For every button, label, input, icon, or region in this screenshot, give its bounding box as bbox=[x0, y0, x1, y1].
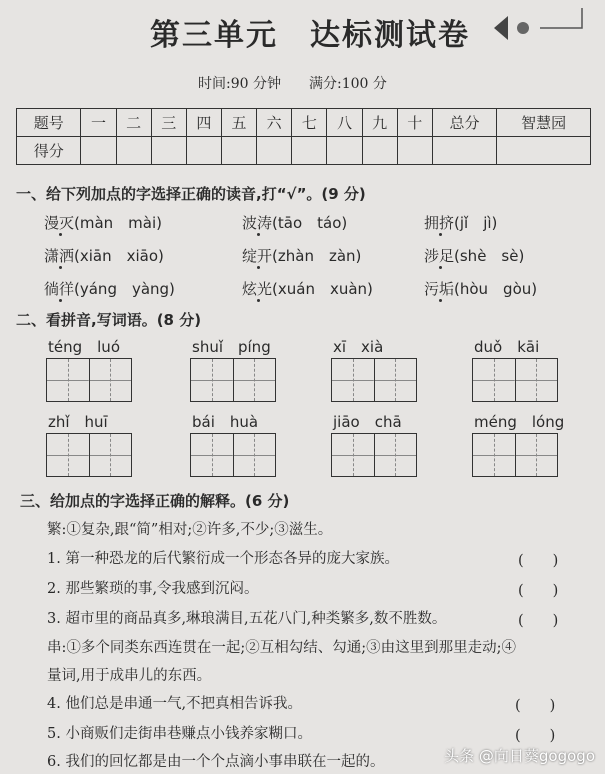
score-cell[interactable] bbox=[292, 137, 327, 165]
pinyin-label: zhǐ huī bbox=[48, 413, 108, 431]
table-header-cell: 总分 bbox=[432, 109, 496, 137]
char-cell[interactable] bbox=[234, 359, 276, 401]
table-header-cell: 智慧园 bbox=[497, 109, 591, 137]
table-header-cell: 一 bbox=[81, 109, 116, 137]
question-2: 2. 那些繁琐的事,令我感到沉闷。 bbox=[47, 581, 259, 597]
options[interactable]: (shè sè) bbox=[454, 247, 525, 265]
pronunciation-item bbox=[44, 245, 164, 266]
watermark: 头条 @向日葵gogogo bbox=[444, 747, 595, 765]
page-title: 第三单元 达标测试卷 bbox=[150, 18, 470, 53]
writing-grid[interactable] bbox=[472, 358, 558, 402]
pinyin-label: bái huà bbox=[192, 413, 259, 431]
pinyin-label: shuǐ píng bbox=[192, 338, 271, 356]
question-1: 1. 第一种恐龙的后代繁衍成一个形态各异的庞大家族。 bbox=[47, 551, 399, 567]
row-label: 得分 bbox=[17, 137, 81, 165]
char-cell[interactable] bbox=[90, 359, 132, 401]
writing-grid[interactable] bbox=[190, 433, 276, 477]
table-header-cell: 十 bbox=[397, 109, 432, 137]
section1-heading: 一、给下列加点的字选择正确的读音,打“√”。(9 分) bbox=[16, 185, 366, 203]
arrow-dot-icon bbox=[490, 8, 600, 53]
score-cell[interactable] bbox=[151, 137, 186, 165]
word: 污垢 bbox=[424, 280, 455, 298]
writing-grid[interactable] bbox=[190, 358, 276, 402]
char-cell[interactable] bbox=[516, 434, 558, 476]
writing-grid[interactable] bbox=[331, 433, 417, 477]
table-header-cell: 八 bbox=[327, 109, 362, 137]
pronunciation-item bbox=[242, 212, 347, 233]
char-cell[interactable] bbox=[234, 434, 276, 476]
char-cell[interactable] bbox=[332, 434, 375, 476]
table-header-cell: 五 bbox=[221, 109, 256, 137]
pinyin-label: jiāo chā bbox=[333, 413, 402, 431]
char-cell[interactable] bbox=[516, 359, 558, 401]
pinyin-label: duǒ kāi bbox=[474, 338, 540, 356]
word: 涉足 bbox=[424, 247, 455, 265]
writing-grid[interactable] bbox=[331, 358, 417, 402]
char-cell[interactable] bbox=[375, 359, 417, 401]
answer-blank-4[interactable]: ( ) bbox=[515, 698, 556, 714]
table-header-cell: 九 bbox=[362, 109, 397, 137]
pronunciation-item bbox=[242, 278, 373, 299]
char-cell[interactable] bbox=[90, 434, 132, 476]
char-cell[interactable] bbox=[332, 359, 375, 401]
options[interactable]: (màn mài) bbox=[74, 214, 163, 232]
answer-blank-2[interactable]: ( ) bbox=[518, 583, 559, 599]
options[interactable]: (yáng yàng) bbox=[74, 280, 175, 298]
question-5: 5. 小商贩们走街串巷赚点小钱养家糊口。 bbox=[47, 726, 312, 742]
score-cell[interactable] bbox=[116, 137, 151, 165]
table-header-cell: 题号 bbox=[17, 109, 81, 137]
options[interactable]: (xiān xiāo) bbox=[74, 247, 164, 265]
word: 潇洒 bbox=[44, 247, 75, 265]
word: 绽开 bbox=[242, 247, 273, 265]
definition-chuan: 串:①多个同类东西连贯在一起;②互相勾结、勾通;③由这里到那里走动;④ bbox=[47, 640, 517, 656]
options[interactable]: (jǐ jì) bbox=[454, 214, 498, 232]
options[interactable]: (xuán xuàn) bbox=[272, 280, 373, 298]
score-cell[interactable] bbox=[81, 137, 116, 165]
word: 拥挤 bbox=[424, 214, 455, 232]
pronunciation-item bbox=[242, 245, 361, 266]
pronunciation-item bbox=[424, 278, 537, 299]
char-cell[interactable] bbox=[191, 434, 234, 476]
writing-grid[interactable] bbox=[46, 358, 132, 402]
definition-chuan-cont: 量词,用于成串儿的东西。 bbox=[47, 668, 212, 684]
table-header-cell: 三 bbox=[151, 109, 186, 137]
word: 炫光 bbox=[242, 280, 273, 298]
score-cell[interactable] bbox=[221, 137, 256, 165]
definition-fan: 繁:①复杂,跟“简”相对;②许多,不少;③滋生。 bbox=[47, 522, 333, 538]
writing-grid[interactable] bbox=[46, 433, 132, 477]
char-cell[interactable] bbox=[473, 434, 516, 476]
score-cell[interactable] bbox=[362, 137, 397, 165]
word: 徜徉 bbox=[44, 280, 75, 298]
table-header-cell: 二 bbox=[116, 109, 151, 137]
table-header-cell: 六 bbox=[257, 109, 292, 137]
question-4: 4. 他们总是串通一气,不把真相告诉我。 bbox=[47, 696, 303, 712]
pinyin-label: méng lóng bbox=[474, 413, 565, 431]
section2-heading: 二、看拼音,写词语。(8 分) bbox=[16, 311, 202, 329]
score-cell[interactable] bbox=[397, 137, 432, 165]
pinyin-label: xī xià bbox=[333, 338, 384, 356]
table-header-cell: 四 bbox=[186, 109, 221, 137]
word: 漫灭 bbox=[44, 214, 75, 232]
char-cell[interactable] bbox=[191, 359, 234, 401]
question-6: 6. 我们的回忆都是由一个个点滴小事串联在一起的。 bbox=[47, 754, 385, 770]
score-cell[interactable] bbox=[497, 137, 591, 165]
score-cell[interactable] bbox=[432, 137, 496, 165]
word: 波涛 bbox=[242, 214, 273, 232]
score-cell[interactable] bbox=[327, 137, 362, 165]
score-cell[interactable] bbox=[257, 137, 292, 165]
answer-blank-5[interactable]: ( ) bbox=[515, 728, 556, 744]
pronunciation-item bbox=[44, 278, 175, 299]
char-cell[interactable] bbox=[473, 359, 516, 401]
char-cell[interactable] bbox=[47, 434, 90, 476]
answer-blank-1[interactable]: ( ) bbox=[518, 553, 559, 569]
char-cell[interactable] bbox=[375, 434, 417, 476]
pronunciation-item bbox=[424, 245, 524, 266]
options[interactable]: (zhàn zàn) bbox=[272, 247, 362, 265]
char-cell[interactable] bbox=[47, 359, 90, 401]
section3-heading: 三、给加点的字选择正确的解释。(6 分) bbox=[20, 492, 290, 510]
options[interactable]: (hòu gòu) bbox=[454, 280, 538, 298]
table-header-cell: 七 bbox=[292, 109, 327, 137]
pronunciation-item bbox=[424, 212, 497, 233]
pronunciation-item bbox=[44, 212, 162, 233]
score-table bbox=[16, 108, 591, 165]
question-3: 3. 超市里的商品真多,琳琅满目,五花八门,种类繁多,数不胜数。 bbox=[47, 611, 447, 627]
pinyin-label: téng luó bbox=[48, 338, 120, 356]
options[interactable]: (tāo táo) bbox=[272, 214, 348, 232]
score-cell[interactable] bbox=[186, 137, 221, 165]
answer-blank-3[interactable]: ( ) bbox=[518, 613, 559, 629]
writing-grid[interactable] bbox=[472, 433, 558, 477]
exam-info: 时间:90 分钟 满分:100 分 bbox=[198, 76, 387, 92]
